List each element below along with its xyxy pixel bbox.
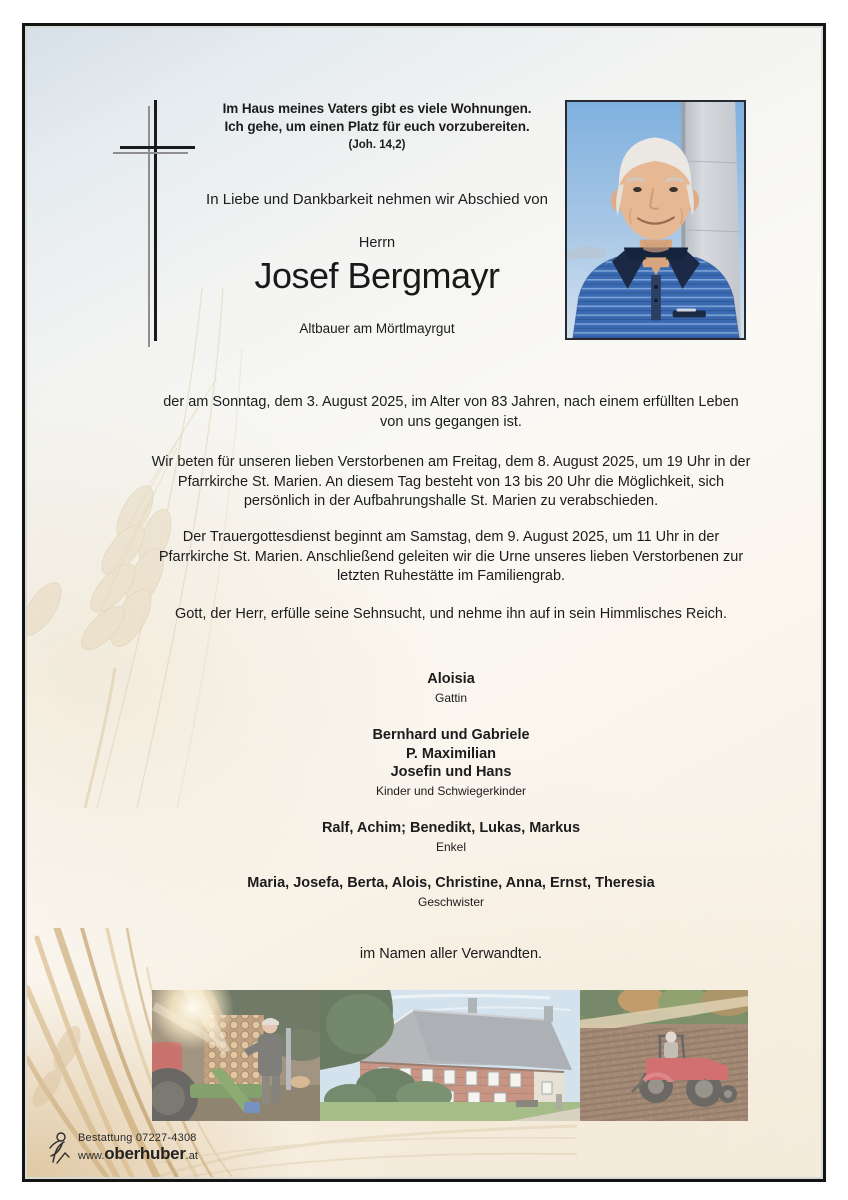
deceased-name: Josef Bergmayr (254, 255, 500, 296)
card-inner (25, 26, 823, 1179)
intro-line: In Liebe und Dankbarkeit nehmen wir Abschied von (206, 191, 548, 208)
family-group-wife (151, 670, 751, 706)
footer-phone: 07227-4308 (135, 1132, 197, 1144)
family-group-children (151, 726, 751, 799)
family-names: Josefin und Hans (390, 764, 512, 780)
photo-fade-overlay (320, 990, 580, 1121)
photo-strip (152, 990, 748, 1121)
quote-reference: (Joh. 14,2) (348, 139, 406, 151)
footer-tld: .at (185, 1150, 198, 1162)
photo-tractor (580, 990, 748, 1121)
photo-fade-overlay (580, 990, 748, 1121)
footer-www: www. (78, 1150, 105, 1162)
quote-line-2: Ich gehe, um einen Platz für euch vorzubereiten. (224, 119, 530, 134)
portrait-illustration (567, 102, 744, 338)
footer-label: Bestattung (78, 1132, 133, 1144)
family-names: Maria, Josefa, Berta, Alois, Christine, Anna, Ernst, Theresia (247, 875, 655, 891)
paragraph-prayer: Wir beten für unseren lieben Verstorbenen am Freitag, dem 8. August 2025, um 19 Uhr in der Pfarrkirche St. Marien. An diesem Tag besteht von 13 bis 20 Uhr die Möglichkeit, sich persönlich in der Aufbahrungshalle St. Marien zu verabschieden. (151, 454, 751, 509)
paragraph-blessing: Gott, der Herr, erfülle seine Sehnsucht, und nehme ihn auf in sein Himmlisches Reich. (174, 606, 728, 622)
family-names: Bernhard und Gabriele (372, 727, 530, 743)
family-role: Geschwister (417, 894, 485, 909)
family-names: Ralf, Achim; Benedikt, Lukas, Markus (321, 820, 581, 836)
family-role: Gattin (434, 690, 467, 705)
closing-line: im Namen aller Verwandten. (359, 946, 543, 962)
salutation: Herrn (358, 235, 396, 251)
family-names: P. Maximilian (406, 745, 496, 762)
oberhuber-logo-icon (47, 1130, 73, 1164)
quote-line-1: Im Haus meines Vaters gibt es viele Wohnungen. (222, 101, 532, 116)
paragraph-death: der am Sonntag, dem 3. August 2025, im Alter von 83 Jahren, nach einem erfüllten Leben von uns gegangen ist. (163, 394, 739, 430)
family-role: Enkel (435, 839, 467, 854)
photo-fade-overlay (152, 990, 320, 1121)
portrait-photo (565, 100, 746, 340)
scripture-quote (177, 100, 577, 153)
family-role: Kinder und Schwiegerkinder (375, 783, 527, 798)
family-names: Aloisia (427, 671, 475, 687)
paragraph-funeral: Der Trauergottesdienst beginnt am Samstag, dem 9. August 2025, um 11 Uhr in der Pfarrkirche St. Marien. Anschließend geleiten wir die Urne unseres lieben Verstorbenen zur letzten Ruhestätte im Familiengrab. (158, 529, 744, 584)
footer-brand: oberhuber (104, 1144, 186, 1163)
family-group-grandchildren (151, 819, 751, 855)
family-group-siblings (151, 874, 751, 910)
obituary-card (22, 23, 826, 1182)
deceased-subtitle: Altbauer am Mörtlmayrgut (299, 321, 455, 336)
photo-farmhouse (320, 990, 580, 1121)
photo-firewood (152, 990, 320, 1121)
funeral-home-footer (47, 1130, 198, 1164)
